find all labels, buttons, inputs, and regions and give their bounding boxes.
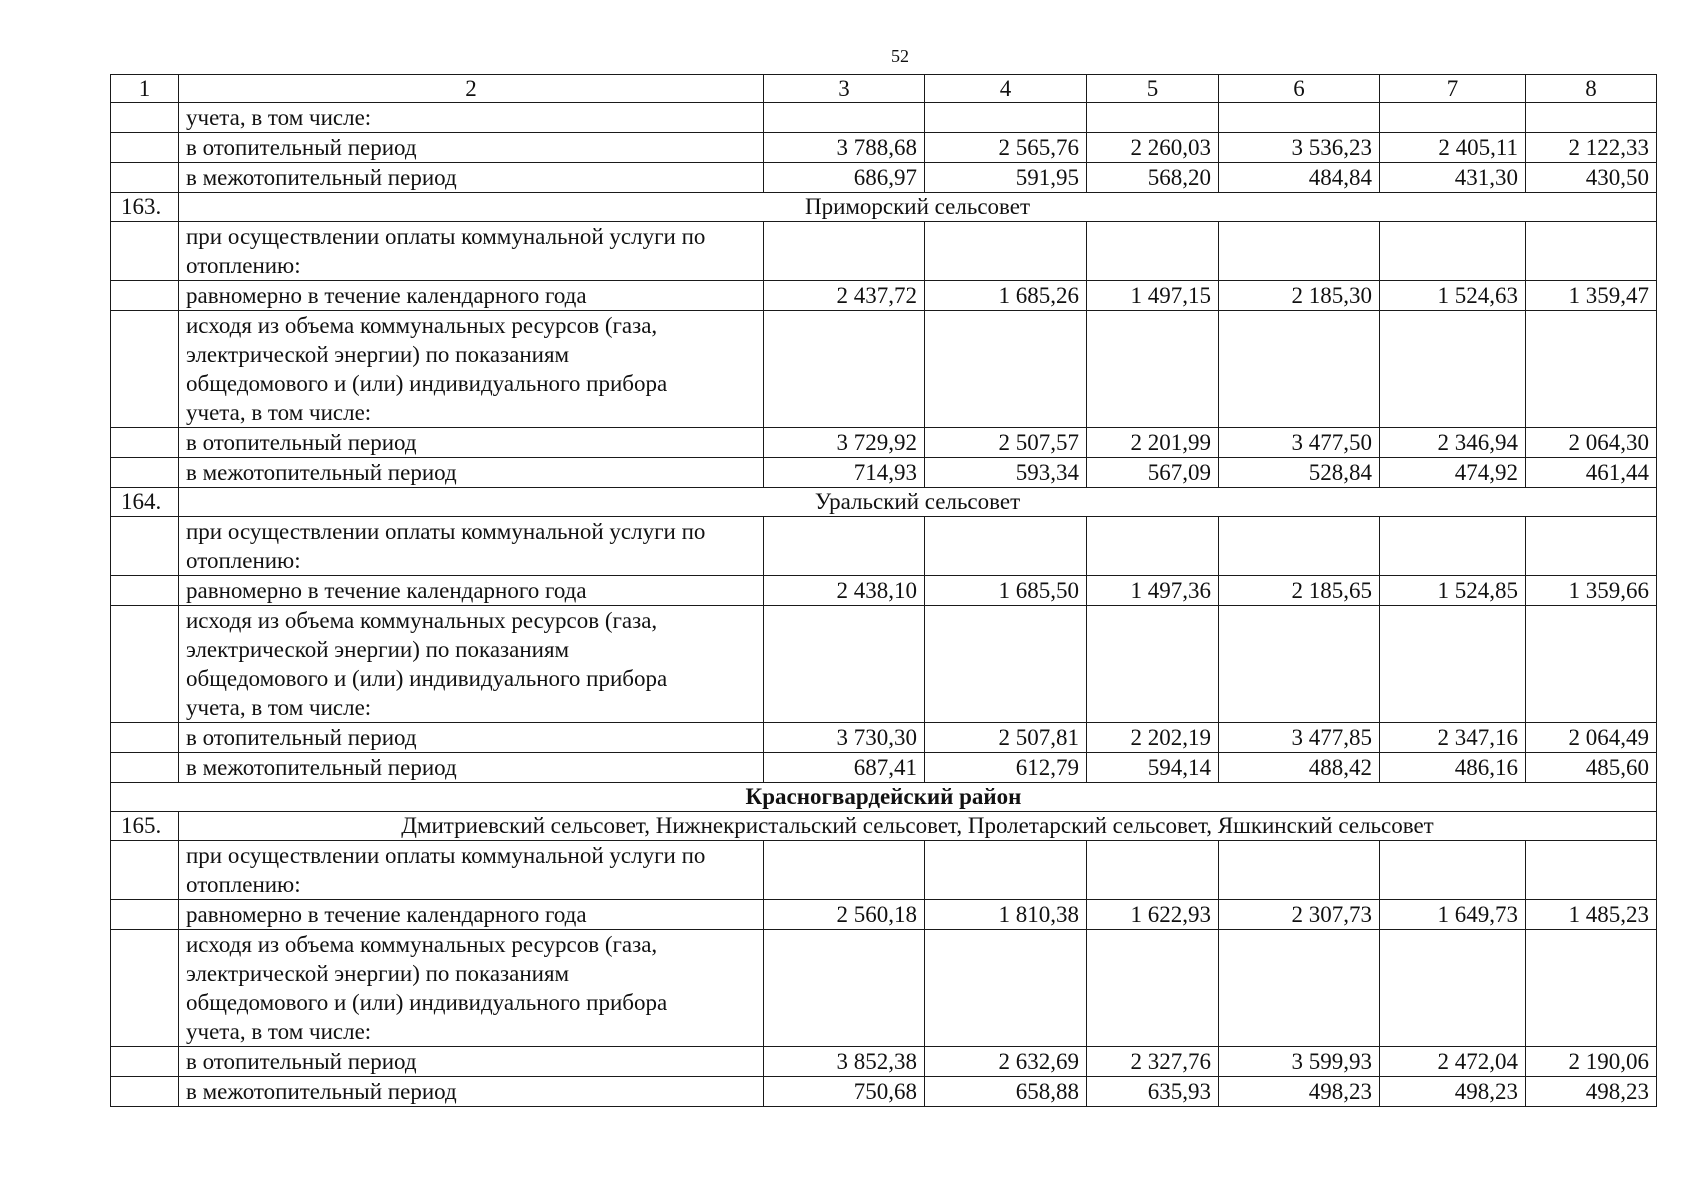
row-label-line: электрической энергии) по показаниям [186,961,570,986]
value-cell [1380,103,1526,133]
value-cell: 3 852,38 [764,1047,925,1077]
value-cell: 2 122,33 [1526,133,1657,163]
header-cell: 5 [1087,75,1219,103]
value-cell: 2 185,65 [1219,576,1380,606]
value-cell [1526,606,1657,723]
table-row [111,753,1657,783]
row-label [179,517,764,576]
value-cell: 2 438,10 [764,576,925,606]
value-cell: 2 560,18 [764,900,925,930]
value-cell [925,517,1087,576]
table-body [111,75,1657,1107]
value-cell: 1 524,85 [1380,576,1526,606]
table-row [111,723,1657,753]
row-number [111,930,179,1047]
header-row [111,75,1657,103]
row-number [111,311,179,428]
value-cell: 2 064,49 [1526,723,1657,753]
value-cell: 430,50 [1526,163,1657,193]
row-number [111,458,179,488]
row-label-line: электрической энергии) по показаниям [186,637,570,662]
table-row [111,930,1657,1047]
row-label-line: в отопительный период [186,725,417,750]
table-row [111,311,1657,428]
value-cell [925,930,1087,1047]
table-row [111,900,1657,930]
row-label [179,930,764,1047]
value-cell: 1 810,38 [925,900,1087,930]
row-label-line: общедомового и (или) индивидуального прибора [186,990,668,1015]
row-label-line: отоплению: [186,872,301,897]
value-cell: 2 507,81 [925,723,1087,753]
row-label [179,841,764,900]
section-title: Приморский сельсовет [179,193,1657,222]
table-row [111,517,1657,576]
value-cell [1526,930,1657,1047]
value-cell: 1 497,36 [1087,576,1219,606]
value-cell: 2 507,57 [925,428,1087,458]
row-label-line: исходя из объема коммунальных ресурсов (газа, [186,932,658,957]
value-cell: 3 477,85 [1219,723,1380,753]
row-label-line: в отопительный период [186,135,417,160]
value-cell: 1 649,73 [1380,900,1526,930]
table-row [111,103,1657,133]
table-row [111,1077,1657,1107]
value-cell: 593,34 [925,458,1087,488]
value-cell: 3 730,30 [764,723,925,753]
value-cell: 2 190,06 [1526,1047,1657,1077]
row-label [179,1047,764,1077]
row-label [179,311,764,428]
row-label-line: равномерно в течение календарного года [186,902,587,927]
value-cell: 3 788,68 [764,133,925,163]
row-label [179,103,764,133]
value-cell [925,222,1087,281]
value-cell: 687,41 [764,753,925,783]
row-number [111,1047,179,1077]
row-number [111,222,179,281]
value-cell [764,606,925,723]
value-cell: 3 536,23 [1219,133,1380,163]
row-label [179,222,764,281]
row-number: 164. [111,488,179,517]
value-cell: 1 359,66 [1526,576,1657,606]
row-label-line: при осуществлении оплаты коммунальной услуги по [186,519,706,544]
row-label-line: в отопительный период [186,1049,417,1074]
table-row [111,576,1657,606]
section-row [111,488,1657,517]
value-cell: 1 485,23 [1526,900,1657,930]
row-label-line: учета, в том числе: [186,105,372,130]
tariff-table [110,74,1657,1107]
header-cell: 1 [111,75,179,103]
row-label-line: отоплению: [186,548,301,573]
value-cell [764,103,925,133]
row-number [111,606,179,723]
row-label-line: исходя из объема коммунальных ресурсов (газа, [186,313,658,338]
value-cell [1087,517,1219,576]
value-cell [925,311,1087,428]
value-cell [1087,841,1219,900]
table-row [111,606,1657,723]
value-cell: 498,23 [1380,1077,1526,1107]
value-cell: 568,20 [1087,163,1219,193]
page-number: 52 [891,46,909,66]
value-cell [1380,222,1526,281]
row-number [111,723,179,753]
row-number [111,576,179,606]
value-cell: 1 685,26 [925,281,1087,311]
table-row [111,222,1657,281]
value-cell: 2 327,76 [1087,1047,1219,1077]
section-title: Дмитриевский сельсовет, Нижнекристальский сельсовет, Пролетарский сельсовет, Яшкинский сельсовет [179,812,1657,841]
value-cell [1087,103,1219,133]
value-cell: 2 202,19 [1087,723,1219,753]
value-cell: 498,23 [1526,1077,1657,1107]
value-cell: 474,92 [1380,458,1526,488]
row-label [179,576,764,606]
row-label-line: отоплению: [186,253,301,278]
table-row [111,281,1657,311]
value-cell [1219,517,1380,576]
value-cell [1219,311,1380,428]
value-cell [1526,311,1657,428]
value-cell: 2 346,94 [1380,428,1526,458]
section-title: Уральский сельсовет [179,488,1657,517]
value-cell: 2 307,73 [1219,900,1380,930]
row-number [111,281,179,311]
row-label-line: общедомового и (или) индивидуального прибора [186,371,668,396]
value-cell: 2 185,30 [1219,281,1380,311]
table-row [111,163,1657,193]
value-cell: 2 260,03 [1087,133,1219,163]
value-cell: 2 472,04 [1380,1047,1526,1077]
row-label-line: в межотопительный период [186,460,457,485]
row-number [111,900,179,930]
value-cell [1219,930,1380,1047]
value-cell: 686,97 [764,163,925,193]
value-cell: 488,42 [1219,753,1380,783]
value-cell [1380,841,1526,900]
value-cell [764,517,925,576]
table-row [111,428,1657,458]
value-cell: 714,93 [764,458,925,488]
value-cell [1087,222,1219,281]
value-cell [1526,517,1657,576]
value-cell: 2 347,16 [1380,723,1526,753]
value-cell [1526,841,1657,900]
value-cell: 528,84 [1219,458,1380,488]
row-label-line: исходя из объема коммунальных ресурсов (газа, [186,608,658,633]
section-row [111,193,1657,222]
row-label-line: в межотопительный период [186,165,457,190]
row-label-line: учета, в том числе: [186,400,372,425]
row-label [179,900,764,930]
row-number [111,517,179,576]
value-cell: 591,95 [925,163,1087,193]
row-label-line: общедомового и (или) индивидуального прибора [186,666,668,691]
row-label-line: при осуществлении оплаты коммунальной услуги по [186,843,706,868]
row-number: 163. [111,193,179,222]
table-row [111,458,1657,488]
value-cell: 3 729,92 [764,428,925,458]
value-cell: 431,30 [1380,163,1526,193]
value-cell: 1 622,93 [1087,900,1219,930]
value-cell: 2 201,99 [1087,428,1219,458]
value-cell [764,930,925,1047]
header-cell: 7 [1380,75,1526,103]
value-cell: 2 632,69 [925,1047,1087,1077]
value-cell: 1 524,63 [1380,281,1526,311]
value-cell: 594,14 [1087,753,1219,783]
value-cell [925,103,1087,133]
value-cell [1526,103,1657,133]
value-cell [1087,606,1219,723]
row-label [179,1077,764,1107]
value-cell: 1 497,15 [1087,281,1219,311]
value-cell [925,841,1087,900]
value-cell: 2 565,76 [925,133,1087,163]
row-label [179,723,764,753]
value-cell [1380,517,1526,576]
value-cell: 485,60 [1526,753,1657,783]
row-label-line: электрической энергии) по показаниям [186,342,570,367]
row-label [179,606,764,723]
value-cell: 1 685,50 [925,576,1087,606]
district-row [111,783,1657,812]
value-cell: 461,44 [1526,458,1657,488]
row-number [111,1077,179,1107]
row-label-line: учета, в том числе: [186,695,372,720]
header-cell: 2 [179,75,764,103]
row-label-line: равномерно в течение календарного года [186,283,587,308]
table-row [111,1047,1657,1077]
value-cell [764,841,925,900]
value-cell [1219,606,1380,723]
value-cell: 3 477,50 [1219,428,1380,458]
row-label [179,133,764,163]
section-row [111,812,1657,841]
row-label-line: равномерно в течение календарного года [186,578,587,603]
value-cell: 2 405,11 [1380,133,1526,163]
value-cell: 484,84 [1219,163,1380,193]
value-cell [1087,311,1219,428]
row-number [111,753,179,783]
value-cell: 750,68 [764,1077,925,1107]
value-cell: 2 437,72 [764,281,925,311]
row-number [111,841,179,900]
value-cell [1219,841,1380,900]
value-cell [1087,930,1219,1047]
table-row [111,841,1657,900]
row-label [179,428,764,458]
row-label-line: в межотопительный период [186,755,457,780]
value-cell [1219,103,1380,133]
row-label [179,458,764,488]
row-number: 165. [111,812,179,841]
row-label [179,753,764,783]
row-label [179,163,764,193]
row-label [179,281,764,311]
table-row [111,133,1657,163]
value-cell: 567,09 [1087,458,1219,488]
row-label-line: учета, в том числе: [186,1019,372,1044]
value-cell [764,222,925,281]
value-cell [1219,222,1380,281]
header-cell: 3 [764,75,925,103]
value-cell [1380,311,1526,428]
row-number [111,163,179,193]
row-label-line: в межотопительный период [186,1079,457,1104]
value-cell [1380,606,1526,723]
value-cell: 658,88 [925,1077,1087,1107]
value-cell: 2 064,30 [1526,428,1657,458]
row-label-line: в отопительный период [186,430,417,455]
value-cell [764,311,925,428]
row-number [111,428,179,458]
district-title: Красногвардейский район [111,783,1657,812]
header-cell: 4 [925,75,1087,103]
value-cell: 498,23 [1219,1077,1380,1107]
value-cell: 3 599,93 [1219,1047,1380,1077]
value-cell: 635,93 [1087,1077,1219,1107]
value-cell [1380,930,1526,1047]
value-cell [925,606,1087,723]
header-cell: 6 [1219,75,1380,103]
header-cell: 8 [1526,75,1657,103]
value-cell: 1 359,47 [1526,281,1657,311]
value-cell [1526,222,1657,281]
value-cell: 612,79 [925,753,1087,783]
row-label-line: при осуществлении оплаты коммунальной услуги по [186,224,706,249]
row-number [111,133,179,163]
row-number [111,103,179,133]
value-cell: 486,16 [1380,753,1526,783]
